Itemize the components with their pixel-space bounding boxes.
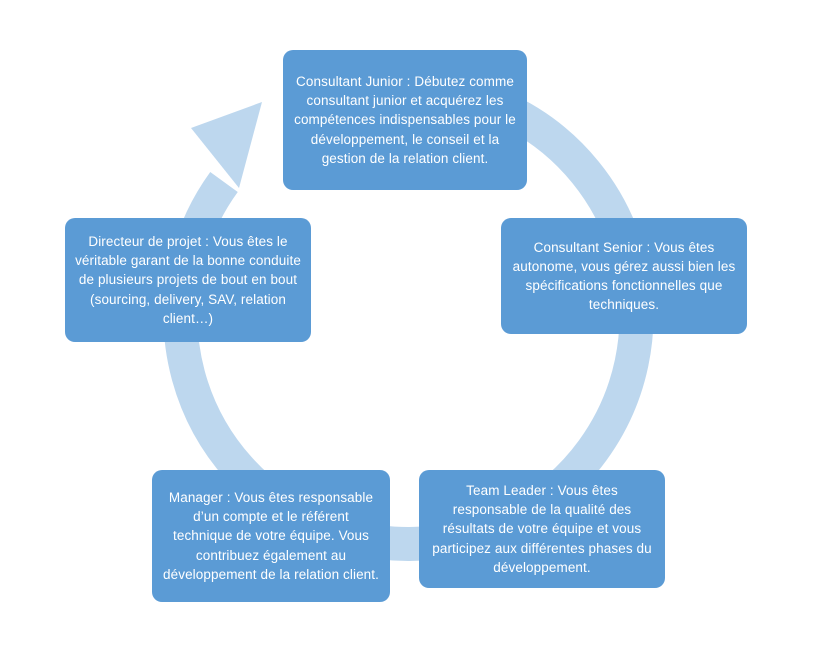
node-directeur-de-projet-label: Directeur de projet : Vous êtes le véritable garant de la bonne conduite de plusieurs projets de bout en bout (sourcing, delivery, SAV, relation client…) xyxy=(75,234,301,326)
node-manager-label: Manager : Vous êtes responsable d’un compte et le référent technique de votre équipe. Vous contribuez également au développement de la relation client. xyxy=(163,490,379,582)
node-team-leader-label: Team Leader : Vous êtes responsable de la qualité des résultats de votre équipe et vous participez aux différentes phases du développement. xyxy=(432,483,652,575)
node-consultant-senior[interactable] xyxy=(501,218,747,334)
node-manager[interactable] xyxy=(152,470,390,602)
node-directeur-de-projet[interactable] xyxy=(65,218,311,342)
node-consultant-junior-label: Consultant Junior : Débutez comme consultant junior et acquérez les compétences indispensables pour le développement, le conseil et la gestion de la relation client. xyxy=(294,74,516,166)
node-consultant-junior[interactable] xyxy=(283,50,527,190)
node-consultant-senior-label: Consultant Senior : Vous êtes autonome, vous gérez aussi bien les spécifications fonctionnelles que techniques. xyxy=(512,239,736,313)
cycle-arrowhead xyxy=(191,102,262,188)
node-team-leader[interactable] xyxy=(419,470,665,588)
